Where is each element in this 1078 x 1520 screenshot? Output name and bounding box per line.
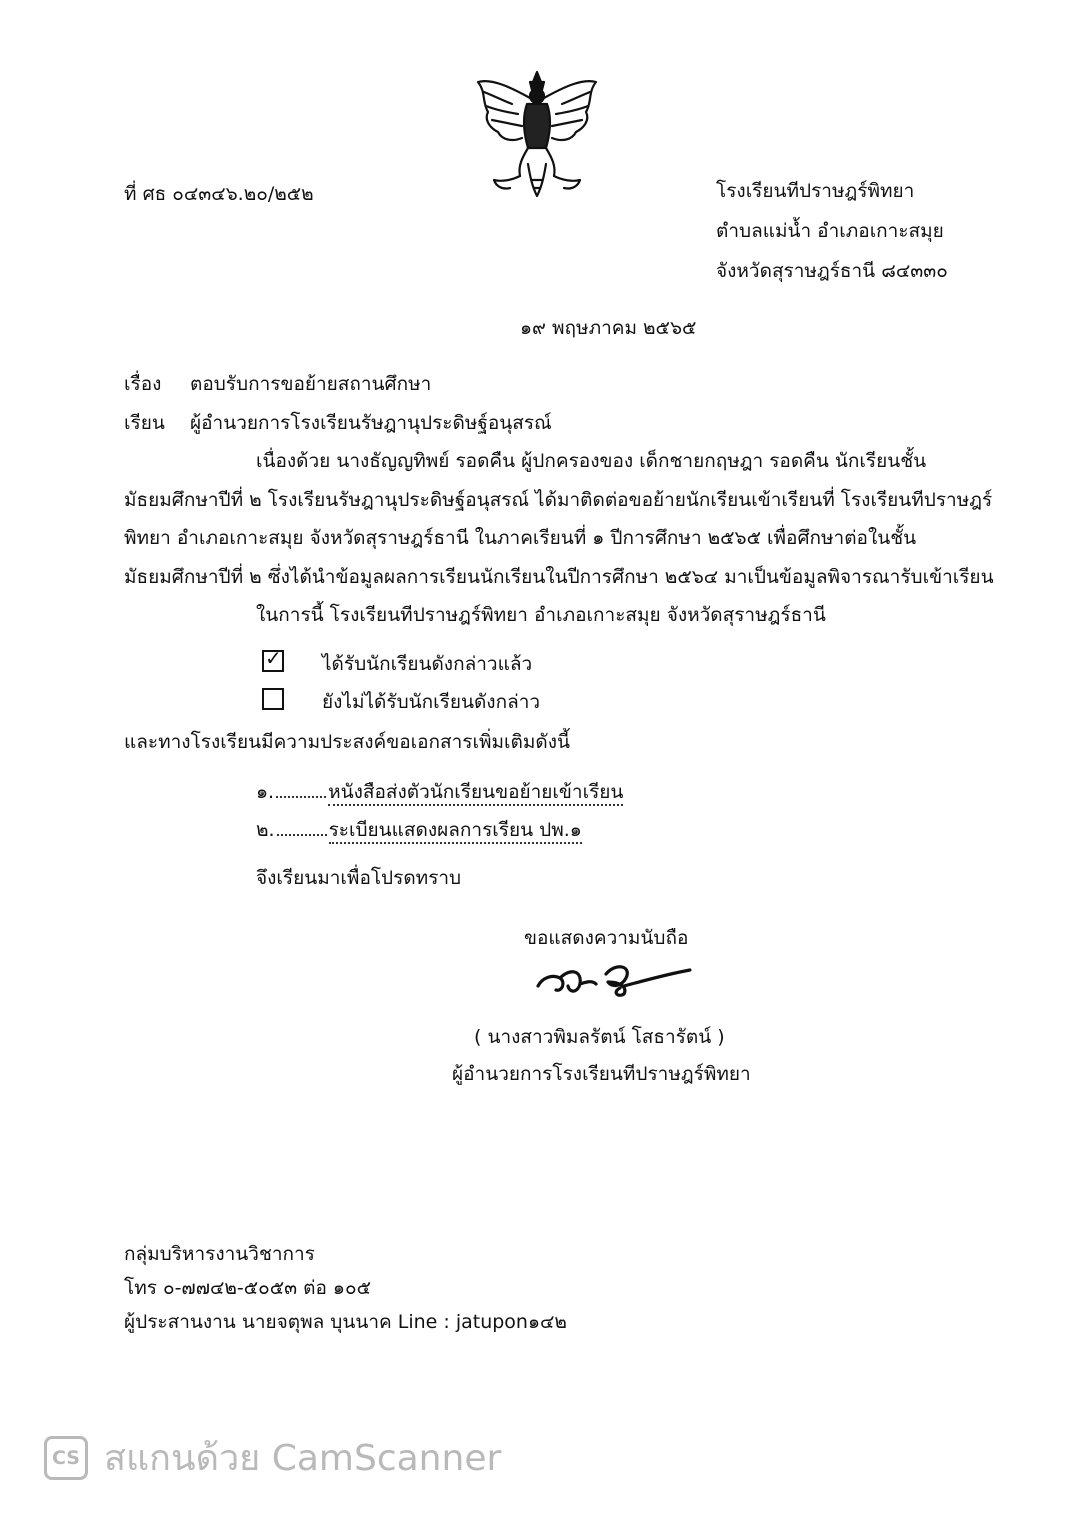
handwritten-signature-icon bbox=[528, 952, 698, 1006]
document-number: ที่ ศธ ๐๔๓๔๖.๒๐/๒๕๒ bbox=[124, 183, 314, 205]
not-accepted-checkbox bbox=[262, 688, 284, 710]
footer-phone: โทร ๐-๗๗๔๒-๕๐๕๓ ต่อ ๑๐๕ bbox=[124, 1277, 371, 1299]
recipient-text: ผู้อำนวยการโรงเรียนรัษฎานุประดิษฐ์อนุสรณ์ bbox=[190, 412, 552, 434]
footer-department: กลุ่มบริหารงานวิชาการ bbox=[124, 1243, 315, 1265]
camscanner-watermark-text: สแกนด้วย CamScanner bbox=[104, 1438, 502, 1479]
footer-coordinator: ผู้ประสานงาน นายจตุพล บุนนาค Line : jatupon๑๔๒ bbox=[124, 1311, 567, 1333]
checkmark-icon: ✓ bbox=[265, 646, 282, 670]
recipient-label: เรียน bbox=[124, 412, 165, 434]
signatory-position: ผู้อำนวยการโรงเรียนทีปราษฎร์พิทยา bbox=[452, 1063, 751, 1085]
closing-text: จึงเรียนมาเพื่อโปรดทราบ bbox=[256, 867, 462, 889]
option-accepted-label: ได้รับนักเรียนดังกล่าวแล้ว bbox=[322, 653, 533, 675]
sender-address-line2: จังหวัดสุราษฎร์ธานี ๘๔๓๓๐ bbox=[716, 260, 948, 282]
doc-item-number: ๒. bbox=[256, 819, 275, 841]
doc-item-2 bbox=[256, 818, 582, 842]
signatory-name: ( นางสาวพิมลรัตน์ โสธารัตน์ ) bbox=[474, 1026, 725, 1048]
doc-item-1 bbox=[256, 780, 623, 804]
letter-date: ๑๙ พฤษภาคม ๒๕๖๕ bbox=[520, 317, 697, 339]
option-not-accepted-label: ยังไม่ได้รับนักเรียนดังกล่าว bbox=[322, 691, 541, 713]
sender-school-name: โรงเรียนทีปราษฎร์พิทยา bbox=[716, 180, 915, 202]
camscanner-logo-icon bbox=[44, 1436, 88, 1480]
dotted-leader bbox=[277, 820, 327, 836]
docs-intro: และทางโรงเรียนมีความประสงค์ขอเอกสารเพิ่มเติมดังนี้ bbox=[124, 731, 571, 753]
subject-label: เรื่อง bbox=[124, 373, 162, 395]
body-line: เนื่องด้วย นางธัญญทิพย์ รอดคืน ผู้ปกครองของ เด็กชายกฤษฎา รอดคืน นักเรียนชั้น bbox=[256, 450, 927, 472]
body-line: มัธยมศึกษาปีที่ ๒ โรงเรียนรัษฎานุประดิษฐ์อนุสรณ์ ได้มาติดต่อขอย้ายนักเรียนเข้าเรียนที่ โรงเรียนทีปราษฎร์ bbox=[124, 489, 993, 511]
regards-text: ขอแสดงความนับถือ bbox=[524, 927, 689, 949]
garuda-emblem-icon bbox=[472, 68, 602, 202]
dotted-leader bbox=[276, 782, 326, 798]
body-para2: ในการนี้ โรงเรียนทีปราษฎร์พิทยา อำเภอเกาะสมุย จังหวัดสุราษฎร์ธานี bbox=[256, 604, 826, 626]
camscanner-logo-text: CS bbox=[52, 1447, 80, 1469]
body-line: พิทยา อำเภอเกาะสมุย จังหวัดสุราษฎร์ธานี ในภาคเรียนที่ ๑ ปีการศึกษา ๒๕๖๕ เพื่อศึกษาต่อในชั้น bbox=[124, 527, 917, 549]
accepted-checkbox bbox=[262, 646, 284, 672]
doc-item-text: หนังสือส่งตัวนักเรียนขอย้ายเข้าเรียน bbox=[328, 781, 623, 806]
doc-item-number: ๑. bbox=[256, 781, 275, 803]
subject-text: ตอบรับการขอย้ายสถานศึกษา bbox=[190, 373, 432, 395]
sender-address-line1: ตำบลแม่น้ำ อำเภอเกาะสมุย bbox=[716, 220, 944, 242]
doc-item-text: ระเบียนแสดงผลการเรียน ปพ.๑ bbox=[329, 819, 582, 844]
body-line: มัธยมศึกษาปีที่ ๒ ซึ่งได้นำข้อมูลผลการเรียนนักเรียนในปีการศึกษา ๒๕๖๔ มาเป็นข้อมูลพิจารณารับเข้าเรียน bbox=[124, 566, 994, 588]
